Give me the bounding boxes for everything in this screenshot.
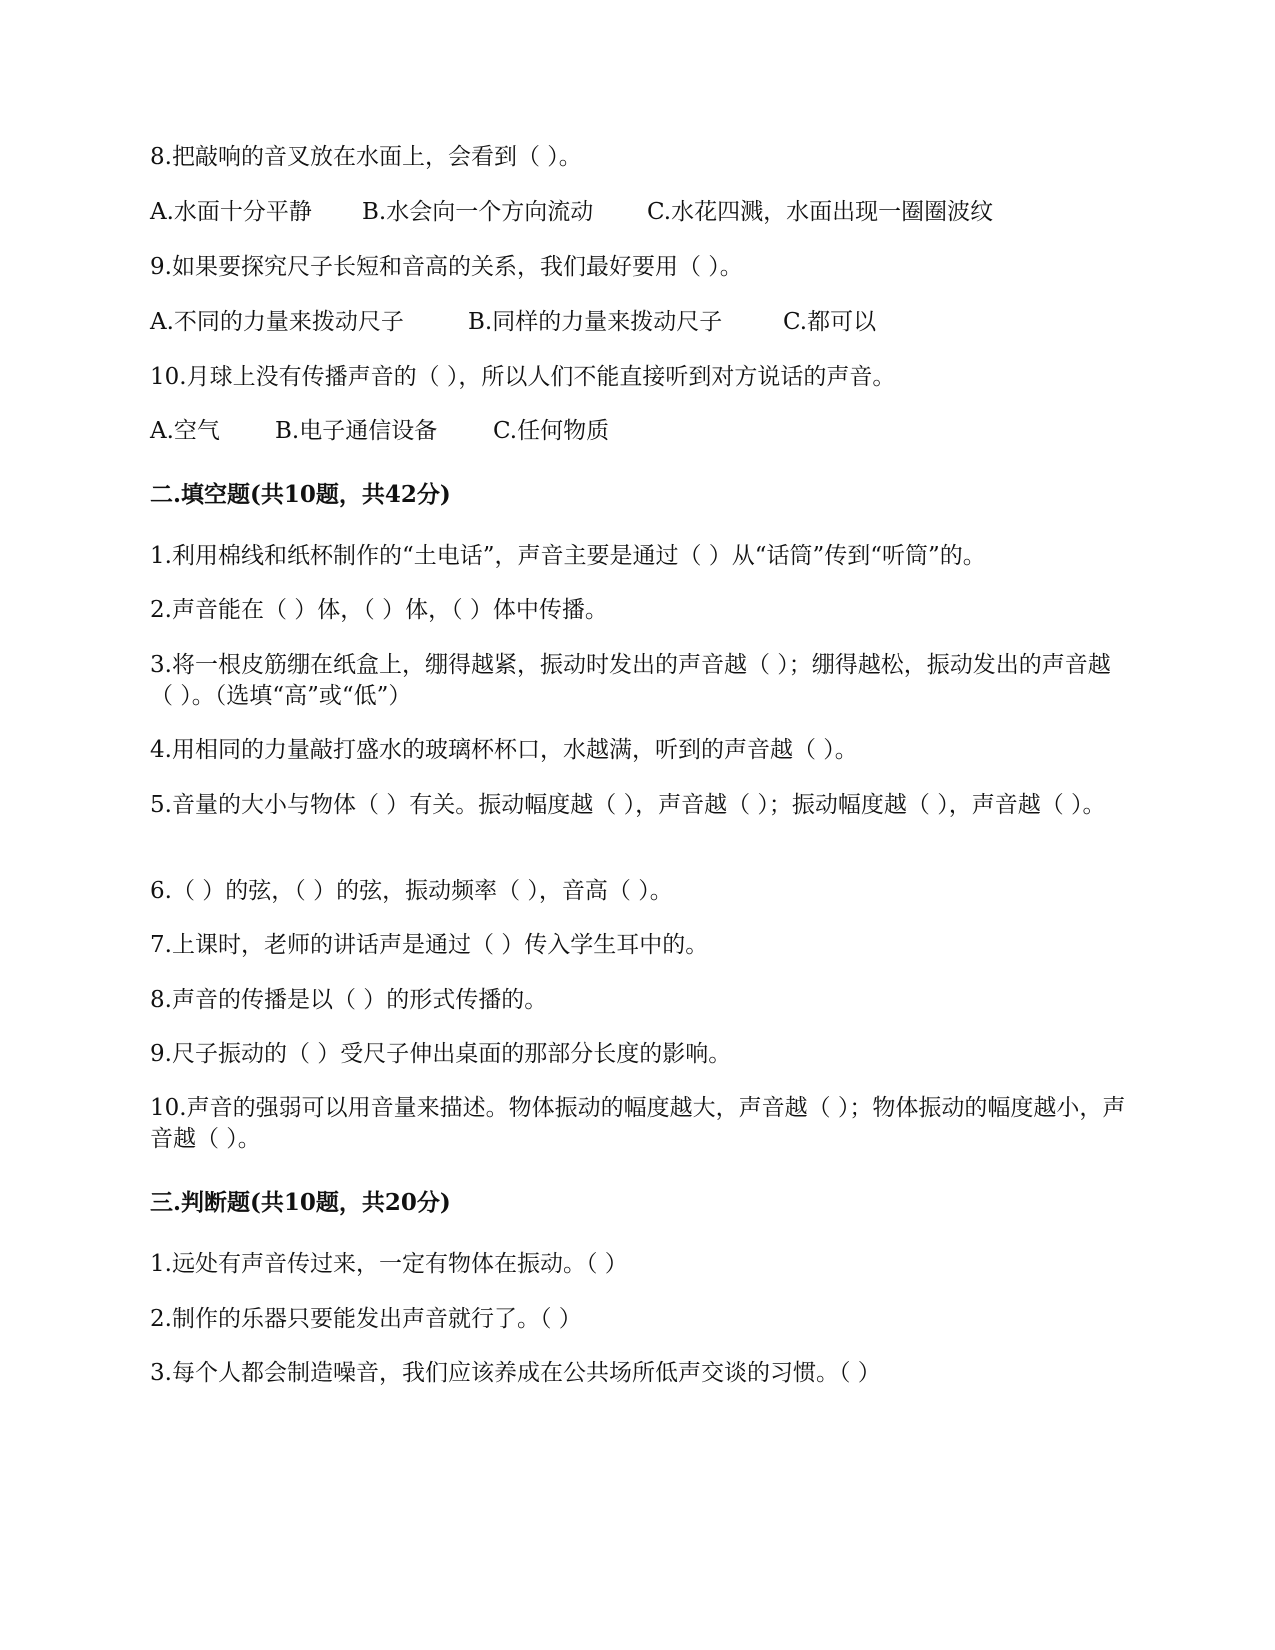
option-b: B.水会向一个方向流动 — [362, 199, 594, 225]
fill-question-3: 3.将一根皮筋绷在纸盒上，绷得越紧，振动时发出的声音越（ ）；绷得越松，振动发出的声音越（ ）。（选填“高”或“低”） — [150, 652, 1111, 709]
fill-question-7: 7.上课时，老师的讲话声是通过（ ）传入学生耳中的。 — [150, 932, 709, 958]
option-a: A.不同的力量来拨动尺子 — [150, 309, 404, 335]
option-b: B.同样的力量来拨动尺子 — [468, 309, 723, 335]
judge-question-2: 2.制作的乐器只要能发出声音就行了。（ ） — [150, 1306, 582, 1332]
fill-question-6: 6.（ ）的弦，（ ）的弦，振动频率（ ），音高（ ）。 — [150, 878, 673, 904]
judge-question-3: 3.每个人都会制造噪音，我们应该养成在公共场所低声交谈的习惯。（ ） — [150, 1360, 881, 1386]
question-8-options — [150, 197, 1130, 228]
question-9: 9.如果要探究尺子长短和音高的关系，我们最好要用（ ）。 — [150, 254, 743, 280]
option-c: C.水花四溅，水面出现一圈圈波纹 — [647, 199, 994, 225]
question-9-options — [150, 307, 1130, 338]
option-c: C.任何物质 — [493, 418, 610, 444]
option-b: B.电子通信设备 — [275, 418, 438, 444]
fill-question-1: 1.利用棉线和纸杯制作的“土电话”，声音主要是通过（ ）从“话筒”传到“听筒”的。 — [150, 543, 986, 569]
fill-question-8: 8.声音的传播是以（ ）的形式传播的。 — [150, 987, 548, 1013]
option-a: A.水面十分平静 — [150, 199, 312, 225]
question-10-options — [150, 416, 1130, 447]
fill-question-4: 4.用相同的力量敲打盛水的玻璃杯杯口，水越满，听到的声音越（ ）。 — [150, 737, 858, 763]
section-heading-fill-blank: 二.填空题(共10题，共42分) — [150, 481, 451, 508]
fill-question-10: 10.声音的强弱可以用音量来描述。物体振动的幅度越大，声音越（ ）；物体振动的幅度越小，声音越（ ）。 — [150, 1095, 1126, 1152]
option-c: C.都可以 — [783, 309, 877, 335]
judge-question-1: 1.远处有声音传过来，一定有物体在振动。（ ） — [150, 1251, 628, 1277]
fill-question-5: 5.音量的大小与物体（ ）有关。振动幅度越（ ），声音越（ ）；振动幅度越（ ），声音越（ ）。 — [150, 792, 1106, 818]
section-heading-judgement: 三.判断题(共10题，共20分) — [150, 1189, 451, 1216]
fill-question-9: 9.尺子振动的（ ）受尺子伸出桌面的那部分长度的影响。 — [150, 1041, 732, 1067]
option-a: A.空气 — [150, 418, 220, 444]
fill-question-2: 2.声音能在（ ）体，（ ）体，（ ）体中传播。 — [150, 597, 608, 623]
question-8: 8.把敲响的音叉放在水面上，会看到（ ）。 — [150, 144, 582, 170]
question-10: 10.月球上没有传播声音的（ ），所以人们不能直接听到对方说话的声音。 — [150, 364, 896, 390]
